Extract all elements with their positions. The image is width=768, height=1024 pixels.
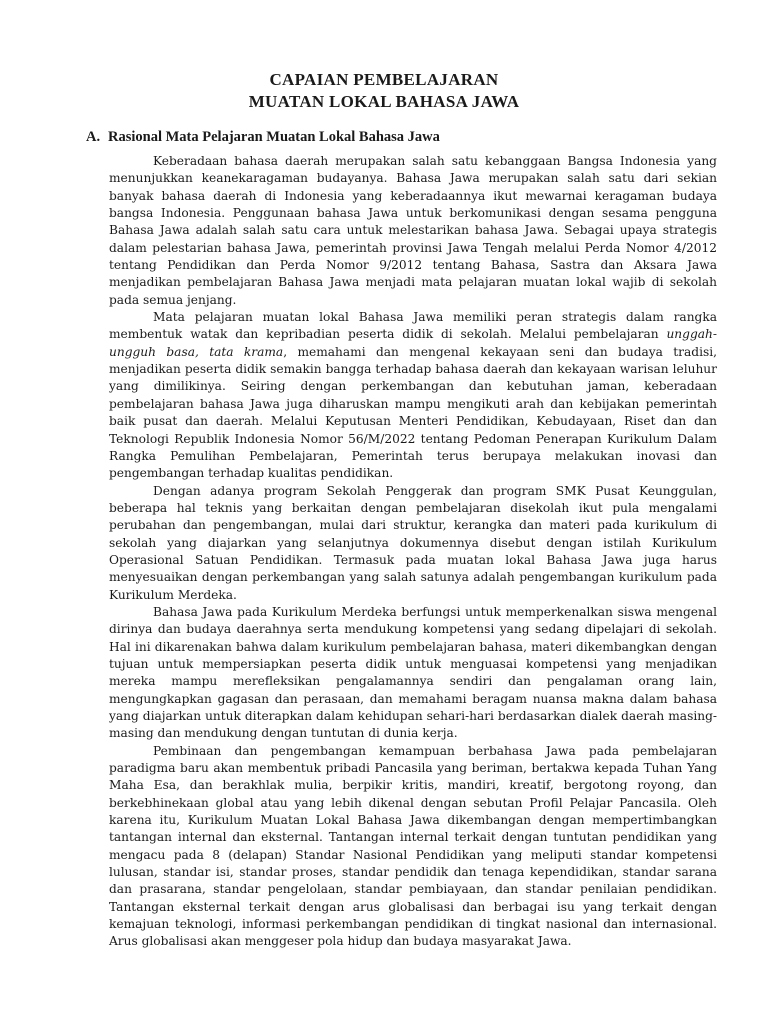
paragraph-2 xyxy=(109,309,717,482)
document-title-line-1: CAPAIAN PEMBELAJARAN xyxy=(269,70,499,89)
paragraph-3: Dengan adanya program Sekolah Penggerak dan program SMK Pusat Keunggulan, beberapa hal teknis yang berkaitan dengan pembelajaran disekolah ikut pula mengalami perubahan dan pengembangan, mulai dari struktur, kerangka dan materi pada kurikulum di sekolah yang diajarkan yang selanjutnya dokumennya disebut dengan istilah Kurikulum Operasional Satuan Pendidikan. Termasuk pada muatan lokal Bahasa Jawa juga harus menyesuaikan dengan perkembangan yang salah satunya adalah pengembangan kurikulum pada Kurikulum Merdeka. xyxy=(109,483,717,602)
paragraph-2-text-a: Mata pelajaran muatan lokal Bahasa Jawa memiliki peran strategis dalam rangka membentuk watak dan kepribadian peserta didik di sekolah. Melalui pembelajaran xyxy=(109,310,717,342)
section-body xyxy=(109,153,717,951)
document-title-line-2: MUATAN LOKAL BAHASA JAWA xyxy=(248,92,520,111)
section-heading xyxy=(86,129,440,146)
paragraph-5: Pembinaan dan pengembangan kemampuan berbahasa Jawa pada pembelajaran paradigma baru akan membentuk pribadi Pancasila yang beriman, bertakwa kepada Tuhan Yang Maha Esa, dan berakhlak mulia, berpikir kritis, mandiri, kreatif, bergotong royong, dan berkebhinekaan global atau yang lebih dikenal dengan sebutan Profil Pelajar Pancasila. Oleh karena itu, Kurikulum Muatan Lokal Bahasa Jawa dikembangan dengan mempertimbangkan tantangan internal dan eksternal. Tantangan internal terkait dengan tuntutan pendidikan yang mengacu pada 8 (delapan) Standar Nasional Pendidikan yang meliputi standar kompetensi lulusan, standar isi, standar proses, standar pendidik dan tenaga kependidikan, standar sarana dan prasarana, standar pengelolaan, standar pembiayaan, dan standar penilaian pendidikan. Tantangan eksternal terkait dengan arus globalisasi dan berbagai isu yang terkait dengan kemajuan teknologi, informasi perkembangan pendidikan di tingkat nasional dan internasional. Arus globalisasi akan menggeser pola hidup dan budaya masyarakat Jawa. xyxy=(109,743,717,949)
paragraph-2-italic-term: unggah-ungguh basa, tata krama xyxy=(109,327,717,359)
paragraph-2-text-b: , memahami dan mengenal kekayaan seni dan budaya tradisi, menjadikan peserta didik semakin bangga terhadap bahasa daerah dan kekayaan warisan leluhur yang dimilikinya. Seiring dengan perkembangan dan kebutuhan jaman, keberadaan pembelajaran bahasa Jawa juga diharuskan mampu mengikuti arah dan kebijakan pemerintah baik pusat dan daerah. Melalui Keputusan Menteri Pendidikan, Kebudayaan, Riset dan dan Teknologi Republik Indonesia Nomor 56/M/2022 tentang Pedoman Penerapan Kurikulum Dalam Rangka Pemulihan Pembelajaran, Pemerintah terus berupaya melakukan inovasi dan pengembangan terhadap kualitas pendidikan. xyxy=(109,344,717,481)
paragraph-4: Bahasa Jawa pada Kurikulum Merdeka berfungsi untuk memperkenalkan siswa mengenal dirinya dan budaya daerahnya serta mendukung kompetensi yang sedang dipelajari di sekolah. Hal ini dikarenakan bahwa dalam kurikulum pembelajaran bahasa, materi dikembangkan dengan tujuan untuk mempersiapkan peserta didik untuk menguasai kompetensi yang menjadikan mereka mampu merefleksikan pengalamannya sendiri dan pengalaman orang lain, mengungkapkan gagasan dan perasaan, dan memahami beragam nuansa makna dalam bahasa yang diajarkan untuk diterapkan dalam kehidupan sehari-hari berdasarkan dialek daerah masing- masing dan mendukung dengan tuntutan di dunia kerja. xyxy=(109,604,717,741)
section-heading-text: Rasional Mata Pelajaran Muatan Lokal Bahasa Jawa xyxy=(108,129,440,145)
paragraph-1: Keberadaan bahasa daerah merupakan salah satu kebanggaan Bangsa Indonesia yang menunjukkan keanekaragaman budayanya. Bahasa Jawa merupakan salah satu dari sekian banyak bahasa daerah di Indonesia yang keberadaannya ikut mewarnai keragaman budaya bangsa Indonesia. Penggunaan bahasa Jawa untuk berkomunikasi dengan sesama pengguna Bahasa Jawa adalah salah satu cara untuk melestarikan bahasa Jawa. Sebagai upaya strategis dalam pelestarian bahasa Jawa, pemerintah provinsi Jawa Tengah melalui Perda Nomor 4/2012 tentang Pendidikan dan Perda Nomor 9/2012 tentang Bahasa, Sastra dan Aksara Jawa menjadikan pembelajaran Bahasa Jawa menjadi mata pelajaran muatan lokal wajib di sekolah pada semua jenjang. xyxy=(109,154,717,307)
section-label: A. xyxy=(86,129,101,145)
